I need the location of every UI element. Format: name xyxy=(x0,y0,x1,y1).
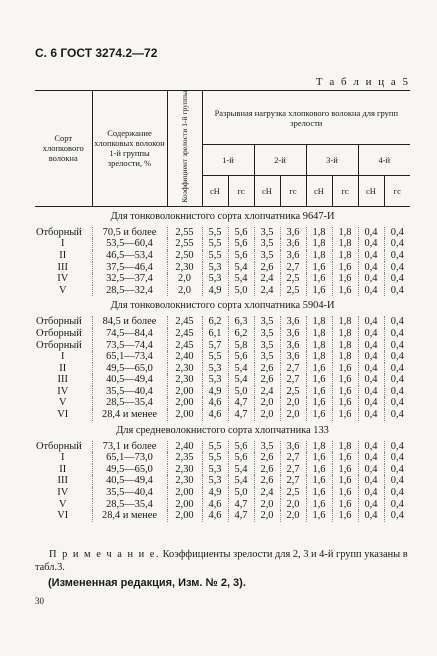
page-number: 30 xyxy=(35,596,44,606)
load-cell: 0,4 xyxy=(358,328,384,340)
load-cell: 2,4 xyxy=(254,285,280,297)
section-title-row xyxy=(35,421,410,441)
load-cell: 0,4 xyxy=(358,250,384,262)
load-cell: 0,4 xyxy=(390,351,404,363)
load-cell: 0,4 xyxy=(358,499,384,511)
load-cell: 3,6 xyxy=(280,250,306,262)
coef-cell: 2,30 xyxy=(167,374,202,386)
load-cell: 0,4 xyxy=(390,385,404,397)
coef-cell: 2,0 xyxy=(167,285,202,297)
col-header-coef: Коэффициент зрелости 1-й группы xyxy=(167,91,202,207)
note-text: Коэффициенты зрелости для 2, 3 и 4-й групп указаны в табл.3. xyxy=(35,549,408,573)
load-cell: 5,6 xyxy=(228,351,254,363)
load-cell: 1,6 xyxy=(306,409,332,421)
load-cell: 0,4 xyxy=(358,316,384,328)
load-cell: 2,7 xyxy=(280,374,306,386)
coef-cell: 2,00 xyxy=(167,499,202,511)
load-cell: 0,4 xyxy=(358,475,384,487)
load-cell: 1,6 xyxy=(306,464,332,476)
load-cell: 0,4 xyxy=(358,487,384,499)
unit-header: гс xyxy=(228,176,254,207)
table-row xyxy=(35,227,410,239)
load-cell: 3,6 xyxy=(280,351,306,363)
load-cell: 3,6 xyxy=(280,316,306,328)
load-cell: 5,8 xyxy=(228,340,254,352)
load-cell: 0,4 xyxy=(358,351,384,363)
table-row xyxy=(35,374,410,386)
load-cell: 0,4 xyxy=(390,284,404,296)
load-cell: 1,8 xyxy=(306,351,332,363)
sort-cell: III xyxy=(35,374,92,386)
load-cell: 0,4 xyxy=(358,273,384,285)
coef-cell: 2,00 xyxy=(167,409,202,421)
load-cell: 4,7 xyxy=(228,499,254,511)
load-cell: 5,4 xyxy=(228,374,254,386)
load-cell: 4,6 xyxy=(202,409,228,421)
table-row xyxy=(35,452,410,464)
content-cell: 40,5—49,4 xyxy=(92,374,167,386)
table-row xyxy=(35,273,410,285)
load-cell: 3,6 xyxy=(280,441,306,453)
load-cell: 1,6 xyxy=(332,285,358,297)
load-cell: 1,6 xyxy=(332,475,358,487)
load-cell: 4,7 xyxy=(228,397,254,409)
coef-cell: 2,30 xyxy=(167,475,202,487)
sort-cell: V xyxy=(35,499,92,511)
table-row xyxy=(35,285,410,297)
sort-cell: VI xyxy=(35,510,92,522)
load-cell: 4,6 xyxy=(202,510,228,522)
coef-cell: 2,55 xyxy=(167,227,202,239)
coef-cell: 2,55 xyxy=(167,238,202,250)
table-row xyxy=(35,238,410,250)
load-cell: 2,6 xyxy=(254,452,280,464)
coef-cell: 2,40 xyxy=(167,441,202,453)
sort-cell: Отборный xyxy=(35,227,92,239)
group-header-1: 1-й xyxy=(202,145,254,176)
load-cell: 0,4 xyxy=(390,316,404,328)
load-cell: 2,7 xyxy=(280,363,306,375)
load-cell: 1,6 xyxy=(332,386,358,398)
table-row xyxy=(35,487,410,499)
load-cell: 1,6 xyxy=(306,262,332,274)
table-note xyxy=(35,548,417,574)
load-cell: 2,0 xyxy=(254,409,280,421)
unit-header: сН xyxy=(254,176,280,207)
load-cell: 0,4 xyxy=(390,374,404,386)
load-cell: 6,2 xyxy=(202,316,228,328)
load-cell: 3,5 xyxy=(254,250,280,262)
table-row xyxy=(35,250,410,262)
load-cell: 1,6 xyxy=(332,464,358,476)
load-cell: 4,9 xyxy=(202,285,228,297)
load-cell: 5,3 xyxy=(202,262,228,274)
page-header: С. 6 ГОСТ 3274.2—72 xyxy=(35,46,158,60)
load-cell: 1,6 xyxy=(306,452,332,464)
content-cell: 40,5—49,4 xyxy=(92,475,167,487)
load-cell: 5,5 xyxy=(202,250,228,262)
content-cell: 65,1—73,4 xyxy=(92,351,167,363)
load-cell: 1,6 xyxy=(332,499,358,511)
load-cell: 3,5 xyxy=(254,351,280,363)
load-cell: 5,4 xyxy=(228,262,254,274)
load-cell: 2,0 xyxy=(254,397,280,409)
col-header-content: Содержание хлопковых волокон 1-й группы зрелости, % xyxy=(92,91,167,207)
load-cell: 2,6 xyxy=(254,262,280,274)
load-cell: 2,0 xyxy=(280,397,306,409)
coef-cell: 2,30 xyxy=(167,363,202,375)
content-cell: 73,5—74,4 xyxy=(92,340,167,352)
table-row xyxy=(35,262,410,274)
group-header-2: 2-й xyxy=(254,145,306,176)
load-cell: 0,4 xyxy=(390,261,404,273)
content-cell: 74,5—84,4 xyxy=(92,328,167,340)
sort-cell: IV xyxy=(35,386,92,398)
load-cell: 3,5 xyxy=(254,340,280,352)
table-row xyxy=(35,409,410,421)
load-cell: 1,8 xyxy=(306,316,332,328)
load-cell: 2,0 xyxy=(254,510,280,522)
load-cell: 2,0 xyxy=(280,510,306,522)
load-cell: 1,8 xyxy=(306,340,332,352)
load-cell: 4,9 xyxy=(202,487,228,499)
load-cell: 1,6 xyxy=(332,397,358,409)
load-cell: 1,8 xyxy=(306,250,332,262)
load-cell: 6,2 xyxy=(228,328,254,340)
content-cell: 84,5 и более xyxy=(92,316,167,328)
load-cell: 2,7 xyxy=(280,464,306,476)
table-row xyxy=(35,351,410,363)
content-cell: 70,5 и более xyxy=(92,227,167,239)
load-cell: 2,6 xyxy=(254,374,280,386)
load-cell: 0,4 xyxy=(390,475,404,487)
load-cell: 3,5 xyxy=(254,227,280,239)
table-label: Т а б л и ц а 5 xyxy=(315,76,410,88)
table-row xyxy=(35,386,410,398)
load-cell: 5,3 xyxy=(202,475,228,487)
load-cell: 1,6 xyxy=(306,363,332,375)
col-header-load: Разрывная нагрузка хлопкового волокна для групп зрелости xyxy=(202,91,410,145)
coef-cell: 2,35 xyxy=(167,452,202,464)
sort-cell: I xyxy=(35,238,92,250)
sort-cell: Отборный xyxy=(35,328,92,340)
load-cell: 2,5 xyxy=(280,386,306,398)
load-cell: 0,4 xyxy=(390,440,404,452)
load-cell: 1,8 xyxy=(332,250,358,262)
sort-cell: III xyxy=(35,262,92,274)
load-cell: 0,4 xyxy=(358,374,384,386)
load-cell: 1,8 xyxy=(306,328,332,340)
load-cell: 5,3 xyxy=(202,374,228,386)
load-cell: 2,0 xyxy=(280,499,306,511)
load-cell: 0,4 xyxy=(390,362,404,374)
load-cell: 3,5 xyxy=(254,316,280,328)
load-cell: 1,8 xyxy=(332,328,358,340)
table-row xyxy=(35,510,410,522)
load-cell: 0,4 xyxy=(390,397,404,409)
load-cell: 1,6 xyxy=(306,273,332,285)
load-cell: 3,6 xyxy=(280,227,306,239)
load-cell: 1,8 xyxy=(332,441,358,453)
unit-header: сН xyxy=(306,176,332,207)
load-cell: 0,4 xyxy=(358,262,384,274)
load-cell: 1,6 xyxy=(306,386,332,398)
coef-cell: 2,30 xyxy=(167,464,202,476)
load-cell: 0,4 xyxy=(390,498,404,510)
unit-header: сН xyxy=(202,176,228,207)
load-cell: 5,4 xyxy=(228,273,254,285)
load-cell: 0,4 xyxy=(358,340,384,352)
load-cell: 5,6 xyxy=(228,452,254,464)
load-cell: 0,4 xyxy=(358,363,384,375)
load-cell: 3,6 xyxy=(280,238,306,250)
load-cell: 1,6 xyxy=(332,273,358,285)
load-cell: 1,8 xyxy=(306,441,332,453)
edition-note: (Измененная редакция, Изм. № 2, 3). xyxy=(48,577,246,589)
load-cell: 1,6 xyxy=(306,397,332,409)
load-cell: 1,6 xyxy=(306,285,332,297)
content-cell: 73,1 и более xyxy=(92,441,167,453)
load-cell: 4,7 xyxy=(228,510,254,522)
load-cell: 0,4 xyxy=(358,464,384,476)
load-cell: 0,4 xyxy=(390,409,404,421)
load-cell: 0,4 xyxy=(390,487,404,499)
load-cell: 0,4 xyxy=(390,249,404,261)
load-cell: 4,9 xyxy=(202,386,228,398)
load-cell: 5,5 xyxy=(202,238,228,250)
note-label: П р и м е ч а н и е. xyxy=(49,549,160,560)
load-cell: 6,3 xyxy=(228,316,254,328)
load-cell: 0,4 xyxy=(358,510,384,522)
load-cell: 5,7 xyxy=(202,340,228,352)
load-cell: 0,4 xyxy=(390,238,404,250)
load-cell: 1,6 xyxy=(306,499,332,511)
load-cell: 1,8 xyxy=(332,351,358,363)
coef-cell: 2,45 xyxy=(167,316,202,328)
sort-cell: Отборный xyxy=(35,340,92,352)
sort-cell: V xyxy=(35,285,92,297)
sort-cell: Отборный xyxy=(35,441,92,453)
unit-header: гс xyxy=(332,176,358,207)
load-cell: 1,6 xyxy=(332,363,358,375)
load-cell: 2,4 xyxy=(254,487,280,499)
content-cell: 28,4 и менее xyxy=(92,510,167,522)
table-row xyxy=(35,328,410,340)
unit-header: гс xyxy=(384,176,410,207)
content-cell: 28,5—32,4 xyxy=(92,285,167,297)
content-cell: 32,5—37,4 xyxy=(92,273,167,285)
content-cell: 37,5—46,4 xyxy=(92,262,167,274)
load-cell: 1,8 xyxy=(332,238,358,250)
load-cell: 5,4 xyxy=(228,464,254,476)
load-cell: 3,6 xyxy=(280,340,306,352)
load-cell: 5,6 xyxy=(228,441,254,453)
load-cell: 2,0 xyxy=(280,409,306,421)
sort-cell: II xyxy=(35,250,92,262)
coef-cell: 2,45 xyxy=(167,328,202,340)
group-header-4: 4-й xyxy=(358,145,410,176)
coef-cell: 2,00 xyxy=(167,487,202,499)
load-cell: 1,6 xyxy=(332,487,358,499)
section-title: Для тонковолокнистого сорта хлопчатника 9647-И xyxy=(110,210,335,222)
table-row xyxy=(35,397,410,409)
load-cell: 0,4 xyxy=(358,441,384,453)
load-cell: 0,4 xyxy=(358,386,384,398)
load-cell: 2,7 xyxy=(280,452,306,464)
load-cell: 5,6 xyxy=(228,238,254,250)
content-cell: 49,5—65,0 xyxy=(92,363,167,375)
table-row xyxy=(35,363,410,375)
load-cell: 0,4 xyxy=(390,273,404,285)
load-cell: 2,6 xyxy=(254,475,280,487)
content-cell: 65,1—73,0 xyxy=(92,452,167,464)
load-cell: 5,5 xyxy=(202,351,228,363)
load-cell: 6,1 xyxy=(202,328,228,340)
content-cell: 28,5—35,4 xyxy=(92,499,167,511)
load-cell: 2,7 xyxy=(280,475,306,487)
load-cell: 4,6 xyxy=(202,397,228,409)
load-cell: 5,6 xyxy=(228,250,254,262)
breaking-load-table xyxy=(35,90,410,522)
unit-header: гс xyxy=(280,176,306,207)
sort-cell: VI xyxy=(35,409,92,421)
sort-cell: III xyxy=(35,475,92,487)
coef-cell: 2,00 xyxy=(167,510,202,522)
table-row xyxy=(35,441,410,453)
coef-cell: 2,45 xyxy=(167,340,202,352)
load-cell: 5,4 xyxy=(228,363,254,375)
load-cell: 1,8 xyxy=(332,340,358,352)
load-cell: 2,0 xyxy=(254,499,280,511)
content-cell: 35,5—40,4 xyxy=(92,386,167,398)
load-cell: 0,4 xyxy=(390,327,404,339)
load-cell: 1,6 xyxy=(332,409,358,421)
load-cell: 5,5 xyxy=(202,227,228,239)
load-cell: 2,5 xyxy=(280,273,306,285)
table-row xyxy=(35,499,410,511)
load-cell: 1,6 xyxy=(332,452,358,464)
load-cell: 1,6 xyxy=(332,374,358,386)
section-title-row xyxy=(35,206,410,227)
load-cell: 0,4 xyxy=(358,227,384,239)
load-cell: 2,4 xyxy=(254,273,280,285)
table-body xyxy=(35,206,410,522)
load-cell: 0,4 xyxy=(390,452,404,464)
table-row xyxy=(35,464,410,476)
coef-cell: 2,40 xyxy=(167,351,202,363)
table-row xyxy=(35,475,410,487)
load-cell: 1,6 xyxy=(306,487,332,499)
table-row xyxy=(35,316,410,328)
load-cell: 5,3 xyxy=(202,363,228,375)
sort-cell: II xyxy=(35,464,92,476)
load-cell: 5,0 xyxy=(228,386,254,398)
load-cell: 0,4 xyxy=(390,339,404,351)
coef-cell: 2,00 xyxy=(167,386,202,398)
load-cell: 2,4 xyxy=(254,386,280,398)
load-cell: 1,8 xyxy=(306,227,332,239)
load-cell: 5,3 xyxy=(202,273,228,285)
load-cell: 4,6 xyxy=(202,499,228,511)
load-cell: 1,6 xyxy=(332,262,358,274)
content-cell: 28,5—35,4 xyxy=(92,397,167,409)
load-cell: 5,0 xyxy=(228,285,254,297)
load-cell: 1,8 xyxy=(332,316,358,328)
load-cell: 5,5 xyxy=(202,441,228,453)
load-cell: 2,6 xyxy=(254,363,280,375)
load-cell: 0,4 xyxy=(358,238,384,250)
load-cell: 1,6 xyxy=(306,510,332,522)
group-header-3: 3-й xyxy=(306,145,358,176)
section-title: Для тонковолокнистого сорта хлопчатника 5904-И xyxy=(110,300,335,312)
content-cell: 35,5—40,4 xyxy=(92,487,167,499)
section-title: Для средневолокнистого сорта хлопчатника 133 xyxy=(116,424,329,436)
sort-cell: IV xyxy=(35,487,92,499)
load-cell: 3,6 xyxy=(280,328,306,340)
load-cell: 5,0 xyxy=(228,487,254,499)
load-cell: 0,4 xyxy=(358,452,384,464)
load-cell: 1,8 xyxy=(306,238,332,250)
load-cell: 1,6 xyxy=(306,374,332,386)
load-cell: 0,4 xyxy=(358,409,384,421)
load-cell: 5,5 xyxy=(202,452,228,464)
coef-cell: 2,30 xyxy=(167,262,202,274)
sort-cell: I xyxy=(35,351,92,363)
load-cell: 5,6 xyxy=(228,227,254,239)
section-title-row xyxy=(35,296,410,316)
load-cell: 1,6 xyxy=(332,510,358,522)
load-cell: 0,4 xyxy=(358,397,384,409)
sort-cell: V xyxy=(35,397,92,409)
load-cell: 2,6 xyxy=(254,464,280,476)
load-cell: 2,5 xyxy=(280,285,306,297)
content-cell: 46,5—53,4 xyxy=(92,250,167,262)
sort-cell: Отборный xyxy=(35,316,92,328)
content-cell: 53,5—60,4 xyxy=(92,238,167,250)
load-cell: 0,4 xyxy=(358,285,384,297)
load-cell: 2,7 xyxy=(280,262,306,274)
load-cell: 2,5 xyxy=(280,487,306,499)
content-cell: 28,4 и менее xyxy=(92,409,167,421)
sort-cell: II xyxy=(35,363,92,375)
table-row xyxy=(35,340,410,352)
load-cell: 1,8 xyxy=(332,227,358,239)
load-cell: 4,7 xyxy=(228,409,254,421)
load-cell: 5,3 xyxy=(202,464,228,476)
sort-cell: I xyxy=(35,452,92,464)
content-cell: 49,5—65,0 xyxy=(92,464,167,476)
col-header-sort: Сорт хлопкового волокна xyxy=(35,91,92,207)
load-cell: 0,4 xyxy=(390,510,404,522)
coef-cell: 2,50 xyxy=(167,250,202,262)
unit-header: сН xyxy=(358,176,384,207)
load-cell: 0,4 xyxy=(390,226,404,238)
load-cell: 3,5 xyxy=(254,238,280,250)
load-cell: 5,4 xyxy=(228,475,254,487)
coef-cell: 2,0 xyxy=(167,273,202,285)
sort-cell: IV xyxy=(35,273,92,285)
load-cell: 3,5 xyxy=(254,441,280,453)
coef-cell: 2,00 xyxy=(167,397,202,409)
load-cell: 1,6 xyxy=(306,475,332,487)
load-cell: 3,5 xyxy=(254,328,280,340)
load-cell: 0,4 xyxy=(390,463,404,475)
